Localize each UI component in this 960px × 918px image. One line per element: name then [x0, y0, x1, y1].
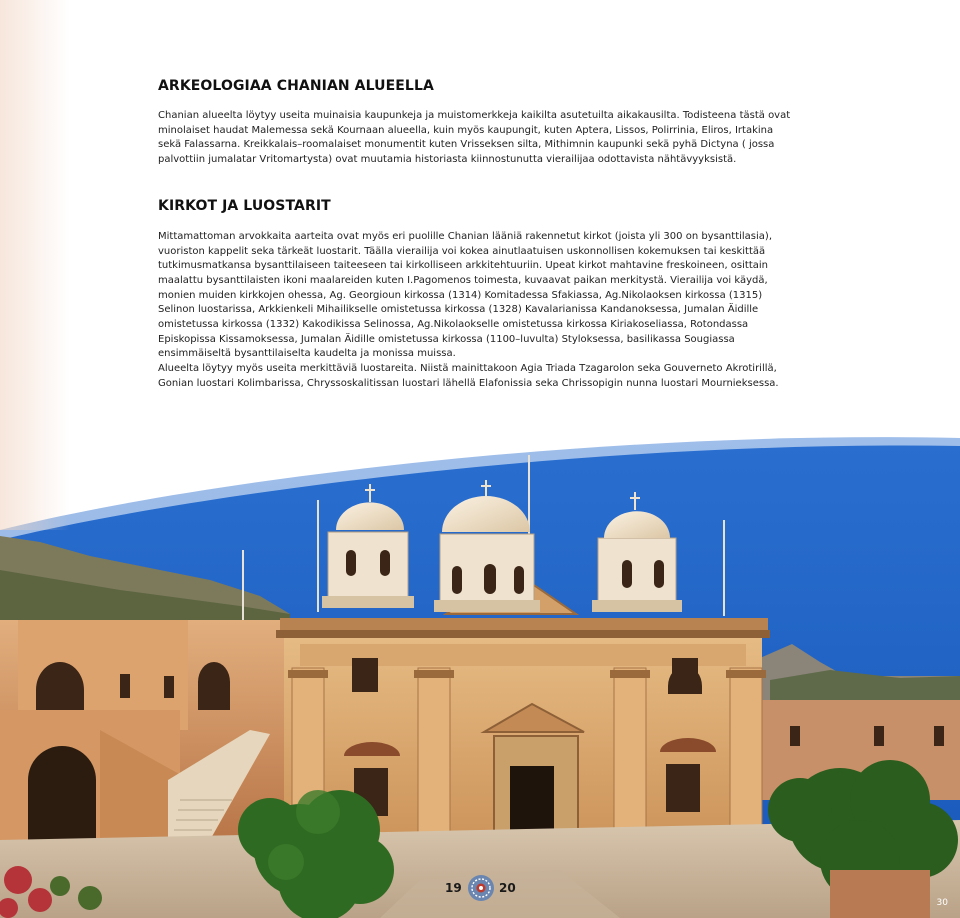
page-number-right: 20	[499, 881, 516, 895]
section-title-churches: KIRKOT JA LUOSTARIT	[158, 197, 331, 214]
corner-page-number: 30	[936, 898, 948, 908]
section-body-churches: Mittamattoman arvokkaita aarteita ovat myös eri puolille Chanian lääniä rakennetut kirkot (joista yli 300 on bysanttilasia), vuoriston kappelit seka tärkeät luostarit. Täälla vierailija voi kokea ainutlaatuisen uskonnollisen kokemuksen tai keskittää tutkimusmatkansa bysanttilaiseen taiteeseen tai kirkolliseen arkkitehtuuriin. Upeat kirkot mahtavine freskoineen, osittain maalattu bysanttilaisten ikoni maalareiden kuten I.Pagomenos toimesta, kuvaavat paikan merkitystä. Vierailija voi käydä, monien muiden kirkkojen ohessa, Ag. Georgioun kirkossa (1314) Komitadessa Sfakiassa, Ag.Nikolaoksen kirkossa (1315) Selinon luostarissa, Arkkienkeli Mihailikselle omistetussa kirkossa (1328) Kavalarianissa Kandanoksessa, Jumalan Äidille omistetussa kirkossa (1332) Kakodikissa Selinossa, Ag.Nikolaokselle omistetussa kirkossa Kiriakoseliassa, Rotondassa Episkopissa Kissamoksessa, Jumalan Äidille omistetussa kirkossa (1100–luvulta) Styloksessa, basilikassa Sougiassa ensimmäiseltä bysanttilaiselta kaudelta ja monissa muissa.	[158, 230, 772, 360]
section-body-archaeology: Chanian alueelta löytyy useita muinaisia kaupunkeja ja muistomerkkeja kaikilta asutetuilta aikakausilta. Todisteena tästä ovat minolaiset haudat Malemessa sekä Kournaan alueella, kuin myös kaupungit, kuten Aptera, Lissos, Polirrinia, Eliros, Irtakina sekä Falassarna. Kreikkalais–roomalaiset monumentit kuten Vrisseksen silta, Mithimnin kaupunki sekä pyhä Dictyna ( jossa palvottiin jumalatar Vritomartysta) ovat muutamia historiasta kiinnostunutta vierailijaa odottavista nähtävyyksistä.	[158, 110, 791, 166]
monastery-photo	[0, 400, 960, 918]
section-title-archaeology: ARKEOLOGIAA CHANIAN ALUEELLA	[158, 78, 434, 94]
rosette-ornament-icon	[467, 874, 495, 902]
left-fade-strip	[0, 0, 70, 530]
page-number-left: 19	[445, 881, 462, 895]
text-column	[158, 78, 798, 392]
section-body-monasteries: Alueelta löytyy myös useita merkittäviä luostareita. Niistä mainittakoon Agia Triada Tzagarolon seka Gouverneto Akrotirillä, Gonian luostari Kolimbarissa, Chryssoskalitissan luostari lähellä Elafonissia seka Chrissopigin nunna luostari Mournieksessa.	[158, 363, 779, 389]
page-numbers	[445, 874, 517, 902]
